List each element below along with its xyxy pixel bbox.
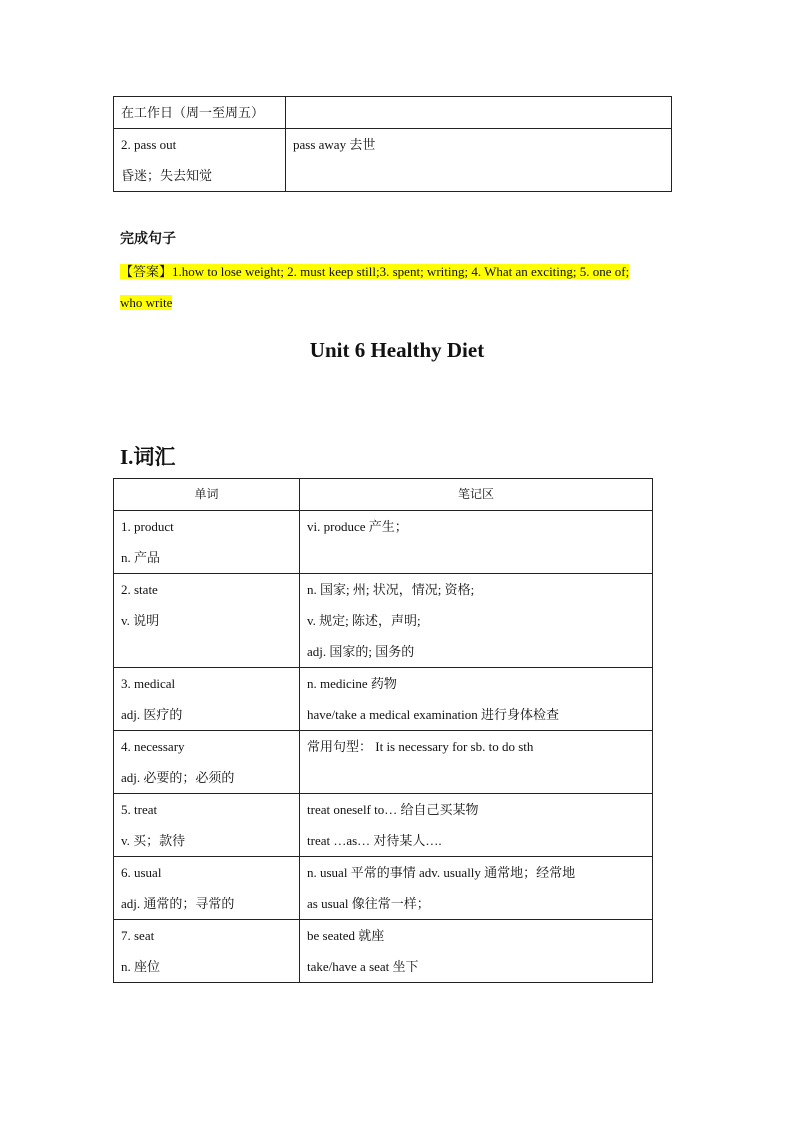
word-line: 1. product (121, 519, 174, 534)
word-line: 3. medical (121, 676, 176, 691)
note-line: n. usual 平常的事情 adv. usually 通常地；经常地 (307, 865, 576, 880)
answer-line: 【答案】1.how to lose weight; 2. must keep still;3. spent; writing; 4. What an exciting; 5. one of; (120, 264, 630, 279)
notes-cell (300, 574, 653, 668)
table-row (114, 97, 672, 129)
note-line: vi. produce 产生； (307, 519, 408, 534)
answer-line: who write (120, 295, 173, 310)
word-cell (114, 857, 300, 920)
table-cell (114, 129, 286, 192)
meaning-line: v. 买；款待 (121, 833, 186, 848)
word-line: 4. necessary (121, 739, 185, 754)
notes-cell (300, 794, 653, 857)
notes-cell (300, 668, 653, 731)
note-line: n. 国家; 州; 状况，情况; 资格; (307, 582, 475, 597)
table-cell (286, 129, 672, 192)
table-header-row (114, 479, 653, 511)
meaning-line: adj. 医疗的 (121, 707, 183, 722)
notes-cell (300, 731, 653, 794)
notes-cell (300, 857, 653, 920)
word-line: 6. usual (121, 865, 162, 880)
answer-block (120, 256, 680, 318)
meaning-line: n. 产品 (121, 550, 161, 565)
vocab-heading: I.词汇 (120, 445, 176, 469)
note-line: treat …as… 对待某人…. (307, 833, 442, 848)
unit-title: Unit 6 Healthy Diet (309, 338, 485, 362)
vocab-table (113, 478, 653, 983)
table-row (114, 668, 653, 731)
word-cell (114, 668, 300, 731)
meaning-line: v. 说明 (121, 613, 160, 628)
top-table (113, 96, 672, 192)
table-row (114, 731, 653, 794)
note-line: pass away 去世 (293, 137, 376, 152)
meaning-line: adj. 必要的；必须的 (121, 770, 235, 785)
word-cell (114, 511, 300, 574)
word-cell (114, 731, 300, 794)
notes-cell (300, 920, 653, 983)
table-cell: 在工作日（周一至周五） (114, 97, 286, 129)
note-line: treat oneself to… 给自己买某物 (307, 802, 479, 817)
note-line: be seated 就座 (307, 928, 385, 943)
word-cell (114, 794, 300, 857)
header-notes: 笔记区 (300, 479, 653, 511)
meaning-line: adj. 通常的；寻常的 (121, 896, 235, 911)
word-cell (114, 574, 300, 668)
table-row (114, 574, 653, 668)
table-row (114, 129, 672, 192)
word-cell (114, 920, 300, 983)
note-line: adj. 国家的; 国务的 (307, 644, 415, 659)
note-line: take/have a seat 坐下 (307, 959, 419, 974)
header-word: 单词 (114, 479, 300, 511)
notes-cell (300, 511, 653, 574)
note-line: v. 规定; 陈述，声明; (307, 613, 421, 628)
word-line: 7. seat (121, 928, 155, 943)
section-label: 完成句子 (120, 231, 176, 247)
table-row (114, 857, 653, 920)
note-line: 常用句型： It is necessary for sb. to do sth (307, 739, 534, 754)
table-row (114, 920, 653, 983)
meaning-line: n. 座位 (121, 959, 161, 974)
word-line: 2. pass out (121, 137, 177, 152)
table-cell (286, 97, 672, 129)
word-line: 2. state (121, 582, 158, 597)
note-line: n. medicine 药物 (307, 676, 397, 691)
table-row (114, 511, 653, 574)
note-line: have/take a medical examination 进行身体检查 (307, 707, 559, 722)
table-row (114, 794, 653, 857)
meaning-line: 昏迷；失去知觉 (121, 168, 213, 183)
note-line: as usual 像往常一样； (307, 896, 430, 911)
word-line: 5. treat (121, 802, 158, 817)
